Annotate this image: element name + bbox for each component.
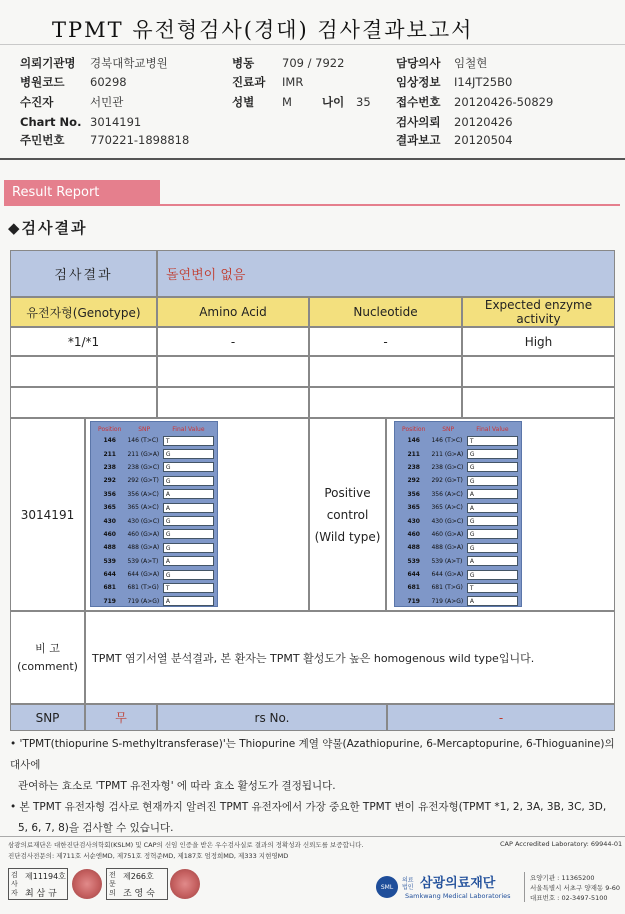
empty-cell bbox=[157, 356, 309, 387]
snp-row bbox=[398, 447, 518, 460]
info-label: 병동 bbox=[232, 56, 255, 70]
snp-row bbox=[94, 514, 214, 527]
info-value: I14JT25B0 bbox=[454, 75, 513, 89]
info-label: 수진자 bbox=[20, 95, 54, 109]
snp-position: 719 bbox=[407, 597, 420, 605]
rs-label-cell: rs No. bbox=[157, 704, 387, 731]
inspector-label: 검사자 bbox=[11, 871, 18, 897]
snp-row bbox=[398, 541, 518, 554]
snp-position: 539 bbox=[103, 557, 116, 565]
snp-change: 460 (G>A) bbox=[431, 530, 464, 538]
snp-position: 356 bbox=[407, 490, 420, 498]
empty-cell bbox=[309, 387, 462, 418]
snp-row bbox=[94, 447, 214, 460]
snp-final-value: A bbox=[467, 596, 518, 606]
footer-divider bbox=[524, 872, 525, 902]
specialist-label: 전문의 bbox=[109, 871, 116, 897]
snp-row bbox=[398, 514, 518, 527]
info-value: M bbox=[282, 95, 292, 109]
snp-row bbox=[398, 555, 518, 568]
snp-row bbox=[398, 488, 518, 501]
snp-final-value: A bbox=[467, 503, 518, 513]
amino-acid-value: - bbox=[157, 327, 309, 356]
info-chart-no bbox=[20, 115, 141, 129]
info-label: 임상정보 bbox=[396, 75, 441, 89]
snp-position: 488 bbox=[407, 544, 420, 552]
info-value: 경북대학교병원 bbox=[90, 56, 168, 70]
snp-final-value: G bbox=[163, 462, 214, 472]
snp-change: 644 (G>A) bbox=[127, 571, 160, 579]
snp-row bbox=[94, 595, 214, 608]
snp-position: 238 bbox=[407, 463, 420, 471]
control-text-line: (Wild type) bbox=[314, 529, 381, 544]
snp-position: 292 bbox=[407, 477, 420, 485]
snp-change: 488 (G>A) bbox=[127, 544, 160, 552]
info-label: 병원코드 bbox=[20, 75, 65, 89]
empty-cell bbox=[10, 356, 157, 387]
snp-row bbox=[94, 501, 214, 514]
snp-position: 238 bbox=[103, 463, 116, 471]
control-label-cell bbox=[309, 418, 386, 611]
info-department bbox=[232, 75, 303, 89]
snp-change: 146 (T>C) bbox=[431, 437, 463, 445]
snp-change: 719 (A>G) bbox=[431, 597, 464, 605]
snp-position: 292 bbox=[103, 477, 116, 485]
cap-accreditation: CAP Accredited Laboratory: 69944-01 bbox=[500, 840, 623, 848]
snp-final-value: G bbox=[467, 543, 518, 553]
info-value: 770221-1898818 bbox=[90, 133, 190, 147]
snp-row bbox=[398, 461, 518, 474]
snp-final-value: G bbox=[467, 476, 518, 486]
snp-change: 430 (G>C) bbox=[431, 517, 464, 525]
snp-header-row bbox=[94, 425, 214, 434]
specialist-name: 조 영 숙 bbox=[123, 889, 155, 899]
note-line: • 'TPMT(thiopurine S-methyltransferase)'는 Thiopurine 계열 약물(Azathiopurine, 6-Mercaptopurine, 6-Thioguanine)의 대사에 bbox=[10, 738, 615, 771]
snp-final-value: G bbox=[163, 449, 214, 459]
note-line: • 본 TPMT 유전자형 검사로 현재까지 알려진 TPMT 유전자에서 가장 중요한 TPMT 변이 유전자형(TPMT *1, 2, 3A, 3B, 3C, 3D, bbox=[10, 801, 607, 813]
snp-change: 719 (A>G) bbox=[127, 597, 160, 605]
info-label: Chart No. bbox=[20, 115, 82, 129]
empty-cell bbox=[309, 356, 462, 387]
snp-position: 365 bbox=[103, 504, 116, 512]
info-patient bbox=[20, 95, 123, 109]
snp-label-cell: SNP bbox=[10, 704, 85, 731]
comment-text-cell: TPMT 염기서열 분석결과, 본 환자는 TPMT 활성도가 높은 homogenous wild type입니다. bbox=[85, 611, 615, 704]
snp-change: 539 (A>T) bbox=[127, 557, 159, 565]
snp-position: 539 bbox=[407, 557, 420, 565]
snp-change: 681 (T>G) bbox=[127, 584, 159, 592]
info-hospital-code bbox=[20, 75, 127, 89]
inspector-seal-icon bbox=[72, 869, 102, 899]
snp-change: 539 (A>T) bbox=[431, 557, 463, 565]
snp-change: 681 (T>G) bbox=[431, 584, 463, 592]
snp-final-value: T bbox=[467, 583, 518, 593]
sml-logo-icon: SML bbox=[376, 876, 398, 898]
empty-cell bbox=[462, 387, 615, 418]
snp-position: 681 bbox=[103, 584, 116, 592]
control-text-line: Positive bbox=[324, 485, 371, 500]
snp-change: 460 (G>A) bbox=[127, 530, 160, 538]
contact-line: 대표번호 : 02-3497-5100 bbox=[530, 894, 608, 902]
info-report-date bbox=[396, 133, 513, 147]
rs-value-cell: - bbox=[387, 704, 615, 731]
snp-row bbox=[94, 568, 214, 581]
specialist-no: 제266호 bbox=[123, 872, 154, 881]
note-line: 5, 6, 7, 8)을 검사할 수 있습니다. bbox=[18, 822, 174, 834]
comment-label-cell bbox=[10, 611, 85, 704]
info-label: 의뢰기관명 bbox=[20, 56, 76, 70]
snp-position: 211 bbox=[407, 450, 420, 458]
snp-change: 292 (G>T) bbox=[127, 477, 159, 485]
empty-cell bbox=[10, 387, 157, 418]
snp-change: 430 (G>C) bbox=[127, 517, 160, 525]
snp-position: 365 bbox=[407, 504, 420, 512]
snp-change: 146 (T>C) bbox=[127, 437, 159, 445]
snp-change: 644 (G>A) bbox=[431, 571, 464, 579]
info-value: 임철현 bbox=[454, 56, 488, 70]
info-request-date bbox=[396, 115, 513, 129]
snp-final-value: G bbox=[163, 476, 214, 486]
section-title: ◆검사결과 bbox=[8, 219, 88, 237]
info-resident-no bbox=[20, 133, 189, 147]
control-snp-table bbox=[394, 421, 522, 607]
snp-row bbox=[94, 461, 214, 474]
info-doctor bbox=[396, 56, 487, 70]
col-header-enzyme-activity: Expected enzyme activity bbox=[462, 297, 615, 327]
snp-position: 146 bbox=[103, 437, 116, 445]
snp-row bbox=[398, 528, 518, 541]
control-text-line: control bbox=[326, 507, 369, 522]
snp-final-value: A bbox=[163, 503, 214, 513]
snp-change: 488 (G>A) bbox=[431, 544, 464, 552]
notes bbox=[10, 734, 620, 839]
snp-row bbox=[94, 488, 214, 501]
snp-final-value: G bbox=[467, 516, 518, 526]
snp-position: 644 bbox=[103, 571, 116, 579]
genotype-value: *1/*1 bbox=[10, 327, 157, 356]
snp-header-cell: SNP bbox=[442, 426, 455, 433]
snp-final-value: A bbox=[163, 489, 214, 499]
banner-line bbox=[4, 204, 620, 206]
report-title: TPMT 유전형검사(경대) 검사결과보고서 bbox=[52, 18, 474, 42]
snp-position: 430 bbox=[103, 517, 116, 525]
snp-row bbox=[398, 581, 518, 594]
col-header-nucleotide: Nucleotide bbox=[309, 297, 462, 327]
info-label: 접수번호 bbox=[396, 95, 441, 109]
contact-line: 서울특별시 서초구 양재동 9-60 bbox=[530, 884, 621, 892]
comment-label-line: 비 고 bbox=[35, 641, 60, 655]
snp-position: 488 bbox=[103, 544, 116, 552]
snp-position: 460 bbox=[103, 530, 116, 538]
snp-change: 292 (G>T) bbox=[431, 477, 463, 485]
info-label: 검사의뢰 bbox=[396, 115, 441, 129]
snp-row bbox=[94, 474, 214, 487]
contact-line: 요양기관 : 11365200 bbox=[530, 874, 595, 882]
info-hospital bbox=[20, 56, 168, 70]
snp-row bbox=[94, 434, 214, 447]
snp-row bbox=[398, 474, 518, 487]
info-value: 709 / 7922 bbox=[282, 56, 345, 70]
footer-rule bbox=[0, 836, 625, 837]
snp-header-cell: Final Value bbox=[172, 426, 205, 433]
info-value: IMR bbox=[282, 75, 304, 89]
snp-final-value: G bbox=[467, 449, 518, 459]
snp-position: 460 bbox=[407, 530, 420, 538]
snp-final-value: T bbox=[467, 436, 518, 446]
info-label: 진료과 bbox=[232, 75, 266, 89]
info-value: 35 bbox=[356, 95, 371, 109]
info-label: 주민번호 bbox=[20, 133, 65, 147]
snp-final-value: T bbox=[163, 436, 214, 446]
lab-english-name: Samkwang Medical Laboratories bbox=[405, 892, 511, 900]
col-header-genotype: 유전자형(Genotype) bbox=[10, 297, 157, 327]
snp-position: 644 bbox=[407, 571, 420, 579]
snp-header-cell: Final Value bbox=[476, 426, 509, 433]
snp-change: 238 (G>C) bbox=[127, 463, 160, 471]
specialist-box bbox=[106, 868, 168, 900]
snp-position: 681 bbox=[407, 584, 420, 592]
info-ward bbox=[232, 56, 344, 70]
snp-row bbox=[398, 434, 518, 447]
info-value: 20120504 bbox=[454, 133, 513, 147]
info-sex bbox=[232, 95, 292, 109]
info-value: 서민관 bbox=[90, 95, 124, 109]
sample-id-cell: 3014191 bbox=[10, 418, 85, 611]
snp-header-cell: Position bbox=[402, 426, 426, 433]
snp-final-value: G bbox=[467, 529, 518, 539]
header-bottom-rule bbox=[0, 158, 625, 160]
snp-position: 146 bbox=[407, 437, 420, 445]
snp-final-value: G bbox=[467, 462, 518, 472]
nucleotide-value: - bbox=[309, 327, 462, 356]
info-age bbox=[322, 95, 371, 109]
snp-change: 365 (A>C) bbox=[127, 504, 159, 512]
comment-label-line: (comment) bbox=[17, 659, 78, 673]
info-label: 나이 bbox=[322, 95, 345, 109]
lab-name: 삼광의료재단 bbox=[420, 876, 496, 891]
info-label: 결과보고 bbox=[396, 133, 441, 147]
snp-value-cell: 무 bbox=[85, 704, 157, 731]
snp-row bbox=[398, 595, 518, 608]
snp-change: 211 (G>A) bbox=[431, 450, 464, 458]
cert-line-1: 삼광의료재단은 대한진단검사의학회(KSLM) 및 CAP의 신임 인증을 받은 우수검사실로 결과의 정확성과 신뢰도를 보증합니다. bbox=[8, 841, 364, 849]
empty-cell bbox=[462, 356, 615, 387]
info-receipt-no bbox=[396, 95, 553, 109]
snp-change: 356 (A>C) bbox=[127, 490, 159, 498]
snp-position: 211 bbox=[103, 450, 116, 458]
snp-final-value: G bbox=[163, 529, 214, 539]
snp-final-value: A bbox=[163, 596, 214, 606]
lab-prefix: 의료법인 bbox=[402, 877, 414, 891]
snp-final-value: T bbox=[163, 583, 214, 593]
result-value-cell: 돌연변이 없음 bbox=[157, 250, 615, 297]
header-rule bbox=[0, 44, 625, 45]
info-clinical bbox=[396, 75, 512, 89]
snp-position: 719 bbox=[103, 597, 116, 605]
snp-row bbox=[94, 541, 214, 554]
snp-row bbox=[94, 581, 214, 594]
info-value: 3014191 bbox=[90, 115, 142, 129]
snp-final-value: A bbox=[467, 489, 518, 499]
inspector-no: 제11194호 bbox=[25, 872, 66, 881]
snp-header-row bbox=[398, 425, 518, 434]
snp-row bbox=[398, 568, 518, 581]
snp-final-value: G bbox=[163, 570, 214, 580]
snp-header-cell: Position bbox=[98, 426, 122, 433]
info-value: 20120426 bbox=[454, 115, 513, 129]
snp-row bbox=[94, 528, 214, 541]
snp-change: 211 (G>A) bbox=[127, 450, 160, 458]
snp-header-cell: SNP bbox=[138, 426, 151, 433]
sample-snp-table bbox=[90, 421, 218, 607]
info-label: 담당의사 bbox=[396, 56, 441, 70]
snp-position: 430 bbox=[407, 517, 420, 525]
inspector-box bbox=[8, 868, 68, 900]
snp-change: 356 (A>C) bbox=[431, 490, 463, 498]
snp-final-value: A bbox=[467, 556, 518, 566]
enzyme-activity-value: High bbox=[462, 327, 615, 356]
snp-position: 356 bbox=[103, 490, 116, 498]
info-label: 성별 bbox=[232, 95, 255, 109]
snp-row bbox=[398, 501, 518, 514]
result-report-banner: Result Report bbox=[4, 180, 160, 204]
specialist-seal-icon bbox=[170, 869, 200, 899]
empty-cell bbox=[157, 387, 309, 418]
snp-final-value: G bbox=[163, 543, 214, 553]
info-value: 60298 bbox=[90, 75, 127, 89]
result-label-cell: 검사결과 bbox=[10, 250, 157, 297]
note-line: 관여하는 효소로 'TPMT 유전자형' 에 따라 효소 활성도가 결정됩니다. bbox=[18, 780, 336, 792]
col-header-amino-acid: Amino Acid bbox=[157, 297, 309, 327]
snp-row bbox=[94, 555, 214, 568]
snp-final-value: G bbox=[163, 516, 214, 526]
inspector-name: 최 삼 규 bbox=[25, 889, 57, 899]
cert-line-2: 진단검사전문의: 제711호 서순엔MD, 제751호 정혁준MD, 제187호 엄정희MD, 제333 지현영MD bbox=[8, 852, 289, 860]
snp-final-value: A bbox=[163, 556, 214, 566]
snp-final-value: G bbox=[467, 570, 518, 580]
snp-change: 365 (A>C) bbox=[431, 504, 463, 512]
info-value: 20120426-50829 bbox=[454, 95, 554, 109]
snp-change: 238 (G>C) bbox=[431, 463, 464, 471]
